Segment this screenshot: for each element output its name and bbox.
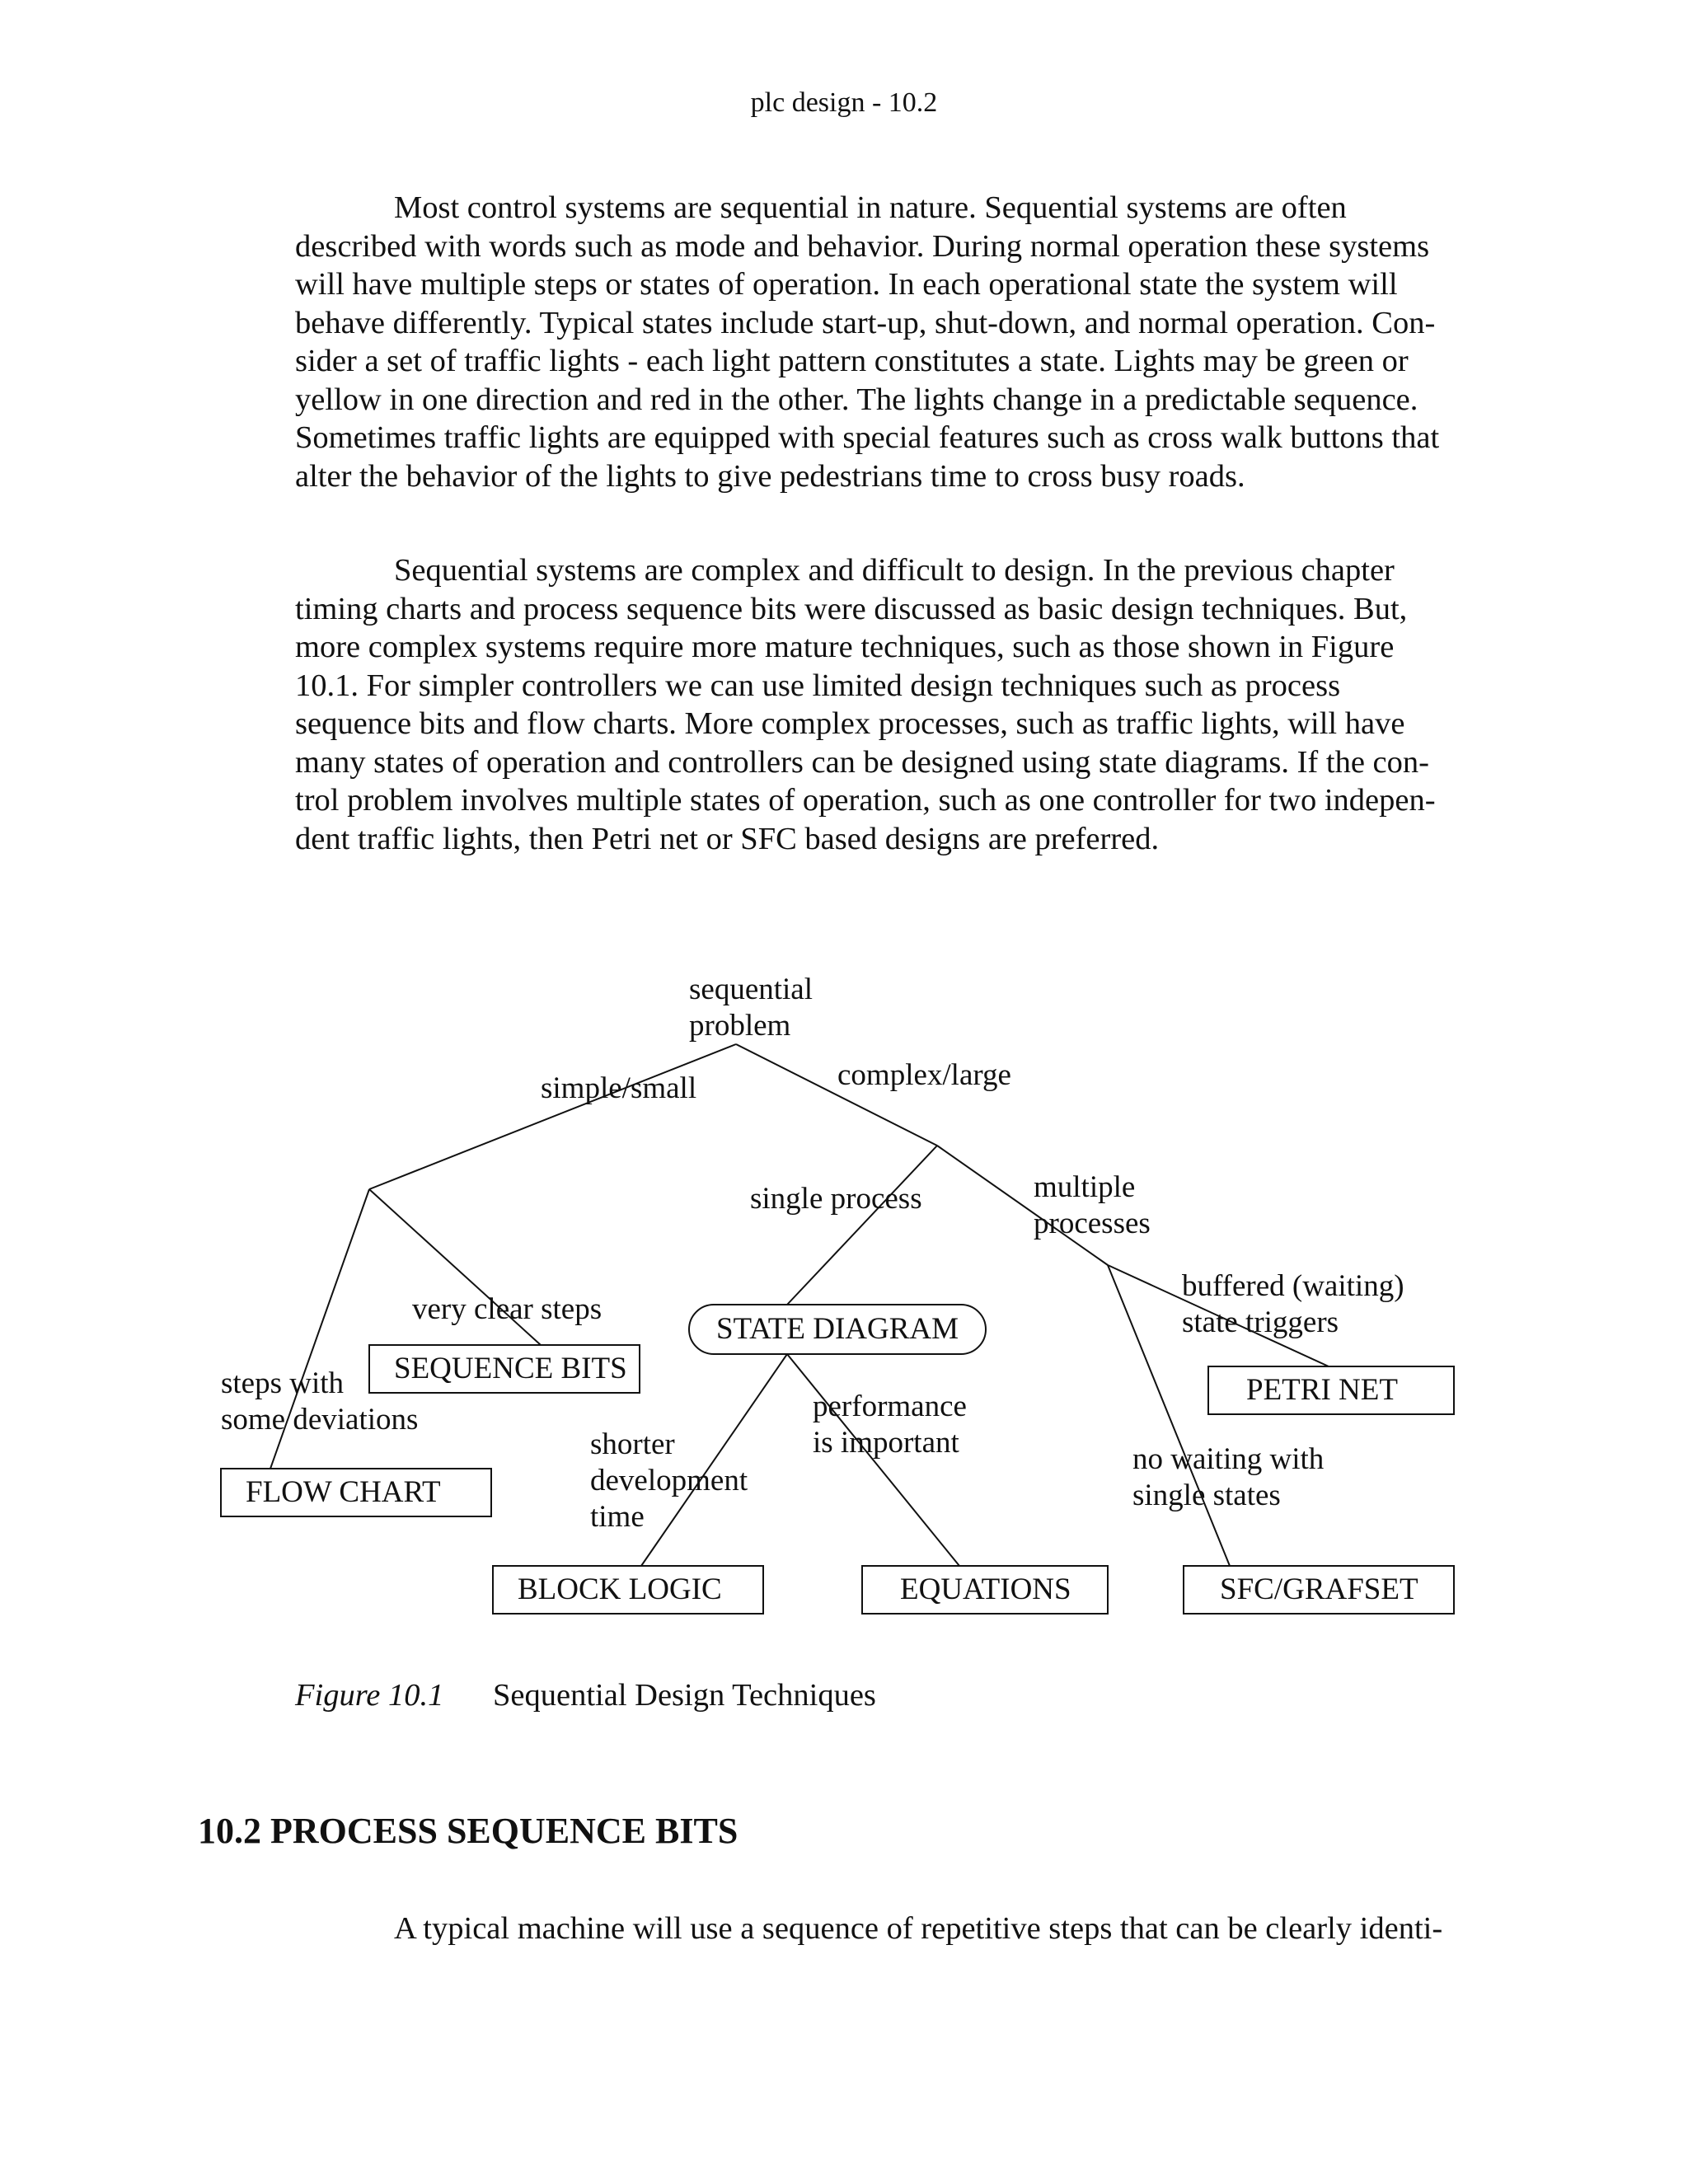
petri-net-label: PETRI NET <box>1246 1373 1398 1407</box>
edge-multiple-petrinet <box>1108 1265 1329 1366</box>
sequence-bits-label: SEQUENCE BITS <box>394 1352 627 1385</box>
paragraph-line: trol problem involves multiple states of operation, such as one controller for two indepen- <box>295 783 1436 818</box>
edge-root-simple <box>369 1044 736 1189</box>
tree-boxes <box>221 1305 1454 1614</box>
running-head: plc design - 10.2 <box>750 87 938 118</box>
equations-box <box>862 1566 1108 1614</box>
branch-deviations-label-line: steps with <box>221 1366 345 1400</box>
branch-performance-label-line: is important <box>813 1426 959 1460</box>
branch-deviations-label-line: some deviations <box>221 1403 419 1436</box>
paragraph-line: sider a set of traffic lights - each light pattern constitutes a state. Lights may be green or <box>295 344 1409 378</box>
paragraph-line: will have multiple steps or states of operation. In each operational state the system will <box>295 267 1398 302</box>
sequence-bits-box <box>369 1345 640 1393</box>
paragraph-line: sequence bits and flow charts. More complex processes, such as traffic lights, will have <box>295 706 1405 741</box>
petri-net-box <box>1208 1366 1454 1414</box>
branch-multiple-label-line: multiple <box>1034 1170 1136 1204</box>
paragraph-design <box>295 551 1482 858</box>
edge-simple-flowchart <box>270 1189 369 1469</box>
flow-chart-label: FLOW CHART <box>246 1475 441 1509</box>
paragraph-line: described with words such as mode and behavior. During normal operation these systems <box>295 228 1430 264</box>
paragraph-line: yellow in one direction and red in the other. The lights change in a predictable sequence. <box>295 382 1418 417</box>
paragraph-line: 10.1. For simpler controllers we can use limited design techniques such as process <box>295 668 1341 703</box>
sfc-grafset-label: SFC/GRAFSET <box>1220 1572 1418 1606</box>
figure-title: Sequential Design Techniques <box>493 1678 876 1713</box>
tree-connectors <box>270 1044 1329 1566</box>
state-diagram-box <box>689 1305 986 1354</box>
edge-root-complex <box>736 1044 937 1146</box>
branch-buffered-label-line: buffered (waiting) <box>1182 1269 1404 1303</box>
branch-simple-label: simple/small <box>541 1071 697 1105</box>
block-logic-box <box>493 1566 763 1614</box>
branch-shorter-label-line: time <box>590 1500 645 1534</box>
figure-number: Figure 10.1 <box>295 1678 444 1713</box>
branch-multiple-label-line: processes <box>1034 1207 1151 1240</box>
paragraph-line: more complex systems require more mature techniques, such as those shown in Figure <box>295 630 1395 664</box>
edge-complex-statediagram <box>787 1146 937 1305</box>
edge-state-blocklogic <box>641 1354 787 1566</box>
edge-simple-sequencebits <box>369 1189 541 1345</box>
paragraph-intro <box>295 189 1482 495</box>
branch-no-waiting-label-line: single states <box>1132 1479 1281 1512</box>
paragraph-line: many states of operation and controllers can be designed using state diagrams. If the con- <box>295 744 1429 780</box>
paragraph-line: behave differently. Typical states include start-up, shut-down, and normal operation. Con- <box>295 305 1436 340</box>
branch-single-process-label: single process <box>750 1182 922 1216</box>
branch-shorter-label-line: development <box>590 1464 748 1497</box>
section-first-line: A typical machine will use a sequence of repetitive steps that can be clearly identi- <box>394 1911 1443 1946</box>
block-logic-label: BLOCK LOGIC <box>518 1572 722 1606</box>
root-label-line: sequential <box>689 972 814 1006</box>
section-heading: 10.2 PROCESS SEQUENCE BITS <box>198 1811 738 1851</box>
branch-very-clear-label: very clear steps <box>412 1292 603 1326</box>
paragraph-line: dent traffic lights, then Petri net or SFC based designs are preferred. <box>295 821 1160 856</box>
flow-chart-box <box>221 1469 491 1516</box>
figure-caption <box>295 1677 876 1713</box>
paragraph-line: timing charts and process sequence bits were discussed as basic design techniques. But, <box>295 591 1408 626</box>
edge-state-equations <box>787 1354 959 1566</box>
branch-shorter-label-line: shorter <box>590 1427 675 1461</box>
branch-complex-label: complex/large <box>837 1058 1011 1092</box>
state-diagram-label: STATE DIAGRAM <box>715 1312 959 1346</box>
branch-buffered-label-line: state triggers <box>1182 1305 1339 1339</box>
edge-multiple-sfc <box>1108 1265 1230 1566</box>
edge-complex-multiple <box>937 1146 1108 1265</box>
branch-no-waiting-label-line: no waiting with <box>1132 1442 1325 1476</box>
root-label-line: problem <box>689 1009 791 1043</box>
paragraph-line: Sometimes traffic lights are equipped with special features such as cross walk buttons that <box>295 420 1440 455</box>
paragraph-line: Most control systems are sequential in nature. Sequential systems are often <box>394 190 1347 225</box>
sfc-grafset-box <box>1184 1566 1454 1614</box>
paragraph-line: Sequential systems are complex and difficult to design. In the previous chapter <box>394 553 1395 588</box>
equations-label: EQUATIONS <box>900 1572 1071 1606</box>
paragraph-line: alter the behavior of the lights to give pedestrians time to cross busy roads. <box>295 458 1245 494</box>
branch-performance-label-line: performance <box>813 1390 967 1423</box>
